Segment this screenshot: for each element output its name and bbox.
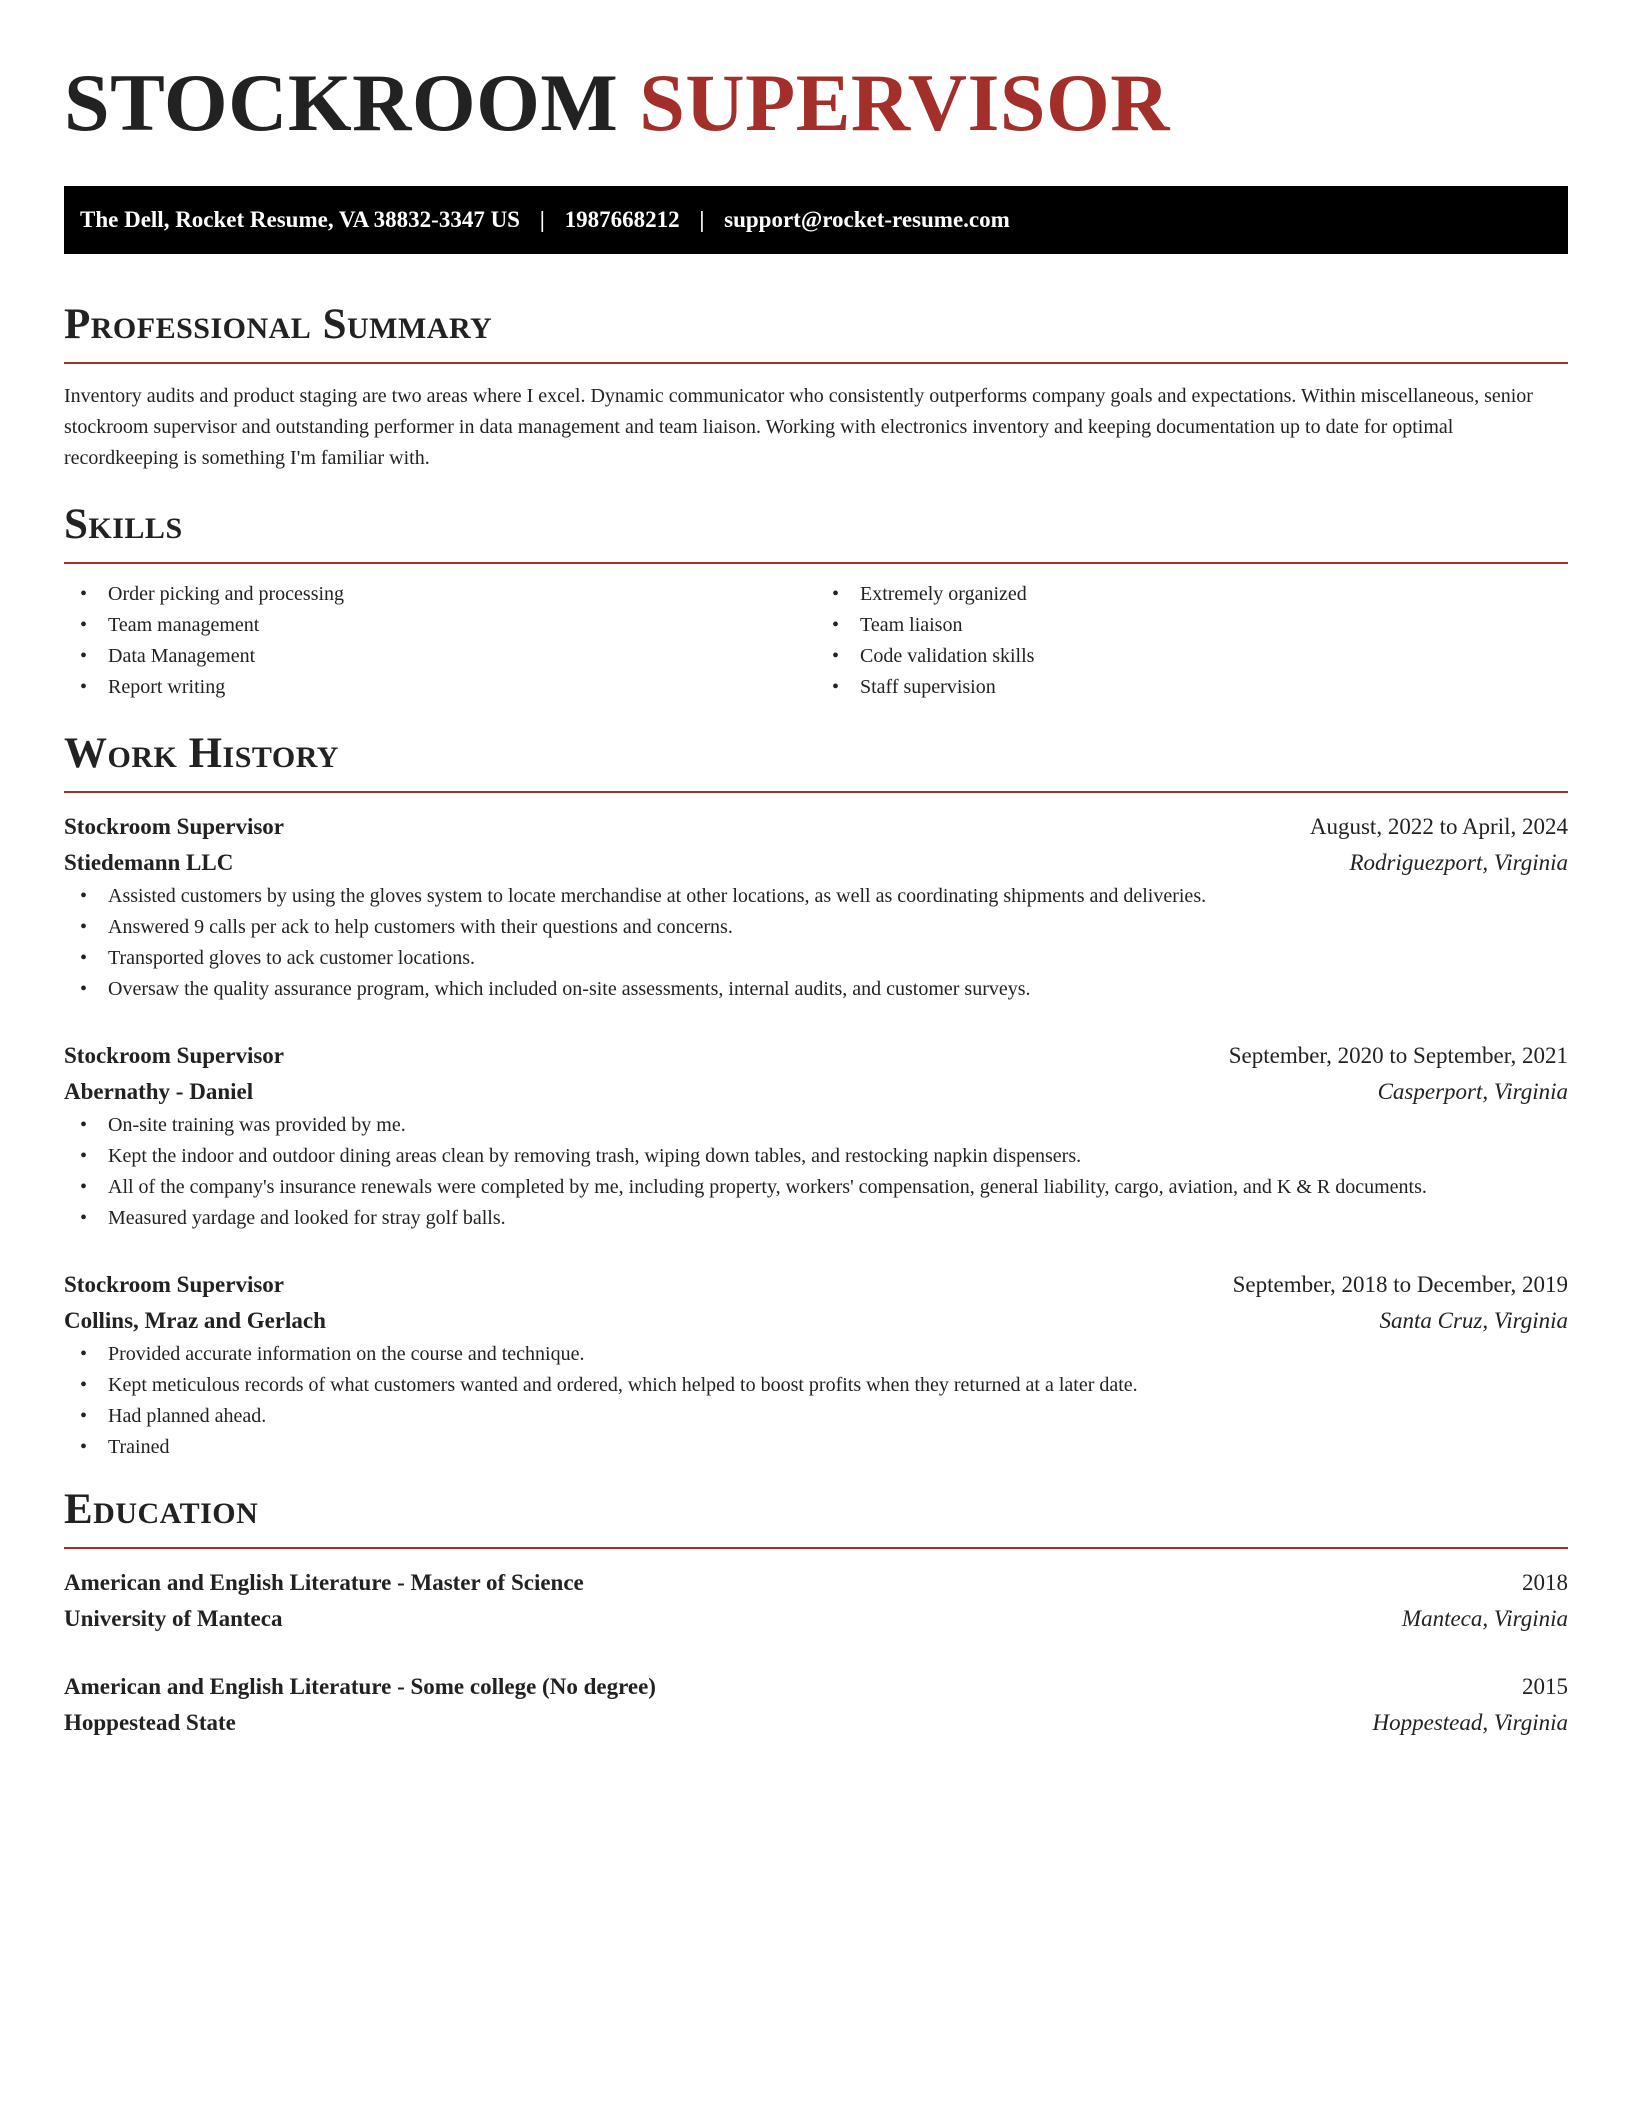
- section-divider: [64, 1547, 1568, 1549]
- job-location: Rodriguezport, Virginia: [1349, 850, 1568, 875]
- contact-separator: |: [699, 207, 705, 232]
- job-entry: [64, 1038, 1568, 1234]
- job-bullet: • Kept the indoor and outdoor dining areas clean by removing trash, wiping down tables, and restocking napkin dispensers.: [64, 1141, 1568, 1172]
- job-company: Stiedemann LLC: [64, 850, 234, 875]
- job-bullet: • Transported gloves to ack customer locations.: [64, 943, 1568, 974]
- job-bullet: • All of the company's insurance renewals were completed by me, including property, workers' compensation, general liability, cargo, aviation, and K & R documents.: [64, 1172, 1568, 1203]
- skills-column-right: [816, 579, 1568, 703]
- education-degree: American and English Literature - Master of Science: [64, 1570, 584, 1595]
- job-entry: [64, 1267, 1568, 1463]
- skill-item: • Staff supervision: [816, 672, 1568, 703]
- education-year: 2018: [1522, 1570, 1568, 1595]
- job-dates: September, 2018 to December, 2019: [1232, 1272, 1568, 1297]
- education-section: [64, 1485, 1568, 1741]
- summary-heading: Professional Summary: [64, 301, 493, 348]
- skill-item: • Team liaison: [816, 610, 1568, 641]
- work-history-heading: Work History: [64, 730, 339, 777]
- education-year: 2015: [1522, 1674, 1568, 1699]
- education-entry: [64, 1565, 1568, 1637]
- job-dates: August, 2022 to April, 2024: [1309, 814, 1568, 839]
- skill-item: • Extremely organized: [816, 579, 1568, 610]
- job-title: Stockroom Supervisor: [64, 1272, 284, 1297]
- section-divider: [64, 791, 1568, 793]
- education-entry: [64, 1669, 1568, 1741]
- skill-item: • Report writing: [64, 672, 816, 703]
- job-bullet: • Answered 9 calls per ack to help customers with their questions and concerns.: [64, 912, 1568, 943]
- title-part-1: STOCKROOM: [64, 57, 619, 148]
- job-bullets: [64, 881, 1568, 1005]
- job-bullet: • Measured yardage and looked for stray golf balls.: [64, 1203, 1568, 1234]
- job-location: Santa Cruz, Virginia: [1379, 1308, 1568, 1333]
- job-bullet: • Kept meticulous records of what customers wanted and ordered, which helped to boost profits when they returned at a later date.: [64, 1370, 1568, 1401]
- education-location: Hoppestead, Virginia: [1372, 1710, 1568, 1735]
- job-company: Abernathy - Daniel: [64, 1079, 254, 1104]
- education-school: Hoppestead State: [64, 1710, 236, 1735]
- skills-column-left: [64, 579, 816, 703]
- page-title: [64, 0, 1568, 148]
- education-degree: American and English Literature - Some college (No degree): [64, 1674, 656, 1699]
- education-school: University of Manteca: [64, 1606, 283, 1631]
- skills-section: [64, 500, 1568, 703]
- contact-bar: [64, 186, 1568, 254]
- job-bullet: • Oversaw the quality assurance program, which included on-site assessments, internal audits, and customer surveys.: [64, 974, 1568, 1005]
- skills-heading: Skills: [64, 501, 183, 548]
- job-bullet: • On-site training was provided by me.: [64, 1110, 1568, 1141]
- skill-item: • Code validation skills: [816, 641, 1568, 672]
- skill-item: • Team management: [64, 610, 816, 641]
- job-bullet: • Provided accurate information on the course and technique.: [64, 1339, 1568, 1370]
- job-title: Stockroom Supervisor: [64, 814, 284, 839]
- job-bullet: • Assisted customers by using the gloves system to locate merchandise at other locations, as well as coordinating shipments and deliveries.: [64, 881, 1568, 912]
- section-divider: [64, 562, 1568, 564]
- contact-address: The Dell, Rocket Resume, VA 38832-3347 US: [80, 207, 520, 232]
- summary-section: [64, 300, 1568, 474]
- work-history-section: [64, 729, 1568, 1463]
- skills-list: [64, 579, 1568, 703]
- job-title: Stockroom Supervisor: [64, 1043, 284, 1068]
- education-heading: Education: [64, 1486, 259, 1533]
- job-bullets: [64, 1339, 1568, 1463]
- summary-text: Inventory audits and product staging are two areas where I excel. Dynamic communicator who consistently outperforms company goals and expectations. Within miscellaneous, senior stockroom supervisor and outstanding performer in data management and team liaison. Working with electronics inventory and keeping documentation up to date for optimal recordkeeping is something I'm familiar with.: [64, 385, 1533, 469]
- job-dates: September, 2020 to September, 2021: [1228, 1043, 1568, 1068]
- education-location: Manteca, Virginia: [1401, 1606, 1568, 1631]
- skill-item: • Order picking and processing: [64, 579, 816, 610]
- job-location: Casperport, Virginia: [1377, 1079, 1568, 1104]
- job-entry: [64, 809, 1568, 1005]
- section-divider: [64, 362, 1568, 364]
- skill-item: • Data Management: [64, 641, 816, 672]
- title-part-2: SUPERVISOR: [639, 57, 1170, 148]
- job-company: Collins, Mraz and Gerlach: [64, 1308, 326, 1333]
- job-bullet: • Trained: [64, 1432, 1568, 1463]
- job-bullet: • Had planned ahead.: [64, 1401, 1568, 1432]
- contact-separator: |: [539, 207, 545, 232]
- job-bullets: [64, 1110, 1568, 1234]
- contact-email: support@rocket-resume.com: [724, 207, 1010, 232]
- contact-phone: 1987668212: [564, 207, 680, 232]
